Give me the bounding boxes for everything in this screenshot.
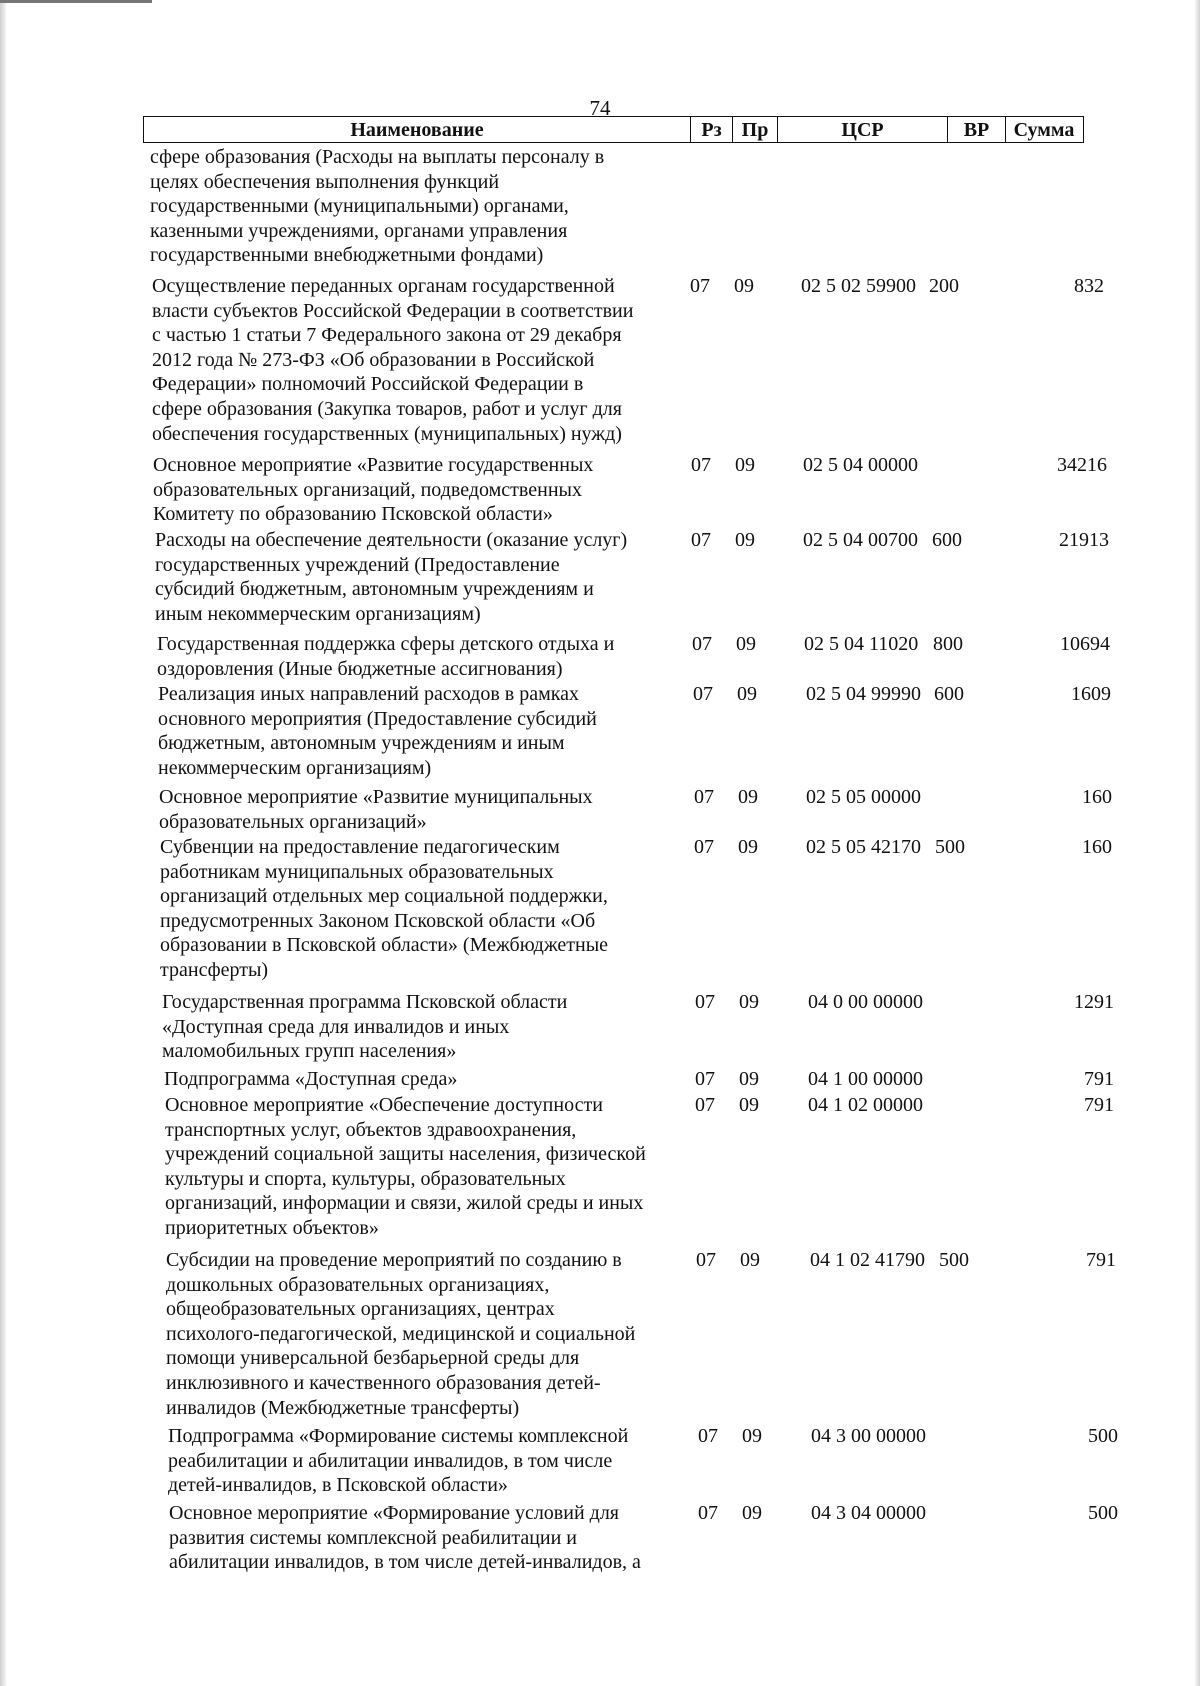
row-vr: 200 [929, 275, 959, 297]
row-name: Основное мероприятие «Обеспечение доступности транспортных услуг, объектов здравоохранения, учреждений социальной защиты населения, физической культуры и спорта, культуры, образовательных организаций, информации и связи, жилой среды и иных приоритетных объектов» [165, 1094, 646, 1239]
row-rz: 07 [695, 1094, 715, 1116]
row-vr: 500 [935, 836, 965, 858]
row-name: Расходы на обеспечение деятельности (оказание услуг) государственных учреждений (Предоставление субсидий бюджетным, автономным учреждениям и иным некоммерческим организациям) [155, 529, 628, 625]
row-csr: 02 5 05 00000 [806, 786, 921, 808]
row-pr: 09 [735, 529, 755, 551]
row-name: Основное мероприятие «Развитие муниципальных образовательных организаций» [159, 786, 593, 833]
row-pr: 09 [742, 1425, 762, 1447]
row-vr: 500 [939, 1249, 969, 1271]
row-name: Подпрограмма «Формирование системы комплексной реабилитации и абилитации инвалидов, в том числе детей-инвалидов, в Псковской области» [168, 1425, 629, 1497]
scan-mark-top [0, 0, 152, 3]
row-name: Реализация иных направлений расходов в рамках основного мероприятия (Предоставление субсидий бюджетным, автономным учреждениям и иным некоммерческим организациям) [158, 683, 597, 779]
row-pr: 09 [737, 683, 757, 705]
row-sum: 791 [1086, 1249, 1116, 1271]
row-name: Государственная программа Псковской области «Доступная среда для инвалидов и иных маломобильных групп населения» [162, 991, 568, 1063]
row-pr: 09 [734, 275, 754, 297]
row-pr: 09 [742, 1502, 762, 1524]
page-number: 74 [589, 96, 611, 120]
scan-edge-left [0, 0, 6, 1686]
row-rz: 07 [694, 836, 714, 858]
row-sum: 832 [1074, 275, 1104, 297]
row-sum: 1291 [1074, 991, 1114, 1013]
row-rz: 07 [693, 683, 713, 705]
row-sum: 34216 [1057, 454, 1107, 476]
row-sum: 160 [1082, 786, 1112, 808]
row-rz: 07 [695, 991, 715, 1013]
header-sum: Сумма [1013, 119, 1075, 141]
row-name: Подпрограмма «Доступная среда» [164, 1068, 458, 1090]
row-rz: 07 [690, 275, 710, 297]
row-sum: 791 [1084, 1068, 1114, 1090]
table-header [143, 116, 1084, 143]
row-csr: 04 0 00 00000 [808, 991, 923, 1013]
row-csr: 04 1 02 41790 [810, 1249, 925, 1271]
row-rz: 07 [694, 786, 714, 808]
row-csr: 02 5 04 99990 [806, 683, 921, 705]
row-sum: 160 [1082, 836, 1112, 858]
row-name: Государственная поддержка сферы детского отдыха и оздоровления (Иные бюджетные ассигнования) [157, 633, 615, 680]
row-name: Основное мероприятие «Формирование условий для развития системы комплексной реабилитации и абилитации инвалидов, в том числе детей-инвалидов, а [169, 1502, 641, 1574]
row-name: Субвенции на предоставление педагогическим работникам муниципальных образовательных организаций отдельных мер социальной поддержки, предусмотренных Законом Псковской области «Об образовании в Псковской области» (Межбюджетные трансферты) [160, 836, 609, 981]
row-rz: 07 [691, 529, 711, 551]
row-sum: 500 [1088, 1502, 1118, 1524]
row-name: Осуществление переданных органам государственной власти субъектов Российской Федерации в соответствии с частью 1 статьи 7 Федерального закона от 29 декабря 2012 года № 273-ФЗ «Об образовании в Российской Федерации» полномочий Российской Федерации в сфере образования (Закупка товаров, работ и услуг для обеспечения государственных (муниципальных) нужд) [152, 275, 634, 445]
row-name: Основное мероприятие «Развитие государственных образовательных организаций, подведомственных Комитету по образованию Псковской области» [153, 454, 594, 526]
row-sum: 1609 [1071, 683, 1111, 705]
header-pr: Пр [733, 117, 778, 142]
row-sum: 21913 [1059, 529, 1109, 551]
row-rz: 07 [692, 633, 712, 655]
scan-edge-right [1195, 0, 1200, 1686]
header-rz: Рз [691, 117, 733, 142]
row-csr: 02 5 02 59900 [801, 275, 916, 297]
row-name: сфере образования (Расходы на выплаты персоналу в целях обеспечения выполнения функций государственными (муниципальными) органами, казенными учреждениями, органами управления государственными внебюджетными фондами) [150, 146, 605, 267]
row-sum: 500 [1088, 1425, 1118, 1447]
row-vr: 600 [932, 529, 962, 551]
row-csr: 02 5 05 42170 [806, 836, 921, 858]
row-name: Субсидии на проведение мероприятий по созданию в дошкольных образовательных организациях, общеобразовательных организациях, центрах психолого-педагогической, медицинской и социальной помощи универсальной безбарьерной среды для инклюзивного и качественного образования детей- инвалидов (Межбюджетные трансферты) [166, 1249, 636, 1419]
row-pr: 09 [738, 836, 758, 858]
header-name: Наименование [144, 117, 691, 142]
row-pr: 09 [736, 633, 756, 655]
row-pr: 09 [739, 1068, 759, 1090]
row-pr: 09 [739, 991, 759, 1013]
row-pr: 09 [740, 1249, 760, 1271]
row-csr: 02 5 04 00700 [803, 529, 918, 551]
row-sum: 10694 [1060, 633, 1110, 655]
row-csr: 04 3 00 00000 [811, 1425, 926, 1447]
row-rz: 07 [691, 454, 711, 476]
row-sum: 791 [1084, 1094, 1114, 1116]
header-vr: ВР [948, 117, 1006, 142]
row-vr: 800 [933, 633, 963, 655]
row-rz: 07 [698, 1425, 718, 1447]
row-csr: 04 1 02 00000 [808, 1094, 923, 1116]
row-rz: 07 [696, 1249, 716, 1271]
row-rz: 07 [698, 1502, 718, 1524]
row-csr: 02 5 04 00000 [803, 454, 918, 476]
row-rz: 07 [695, 1068, 715, 1090]
header-csr: ЦСР [778, 117, 948, 142]
row-csr: 04 1 00 00000 [808, 1068, 923, 1090]
row-vr: 600 [934, 683, 964, 705]
row-pr: 09 [739, 1094, 759, 1116]
row-pr: 09 [735, 454, 755, 476]
row-pr: 09 [738, 786, 758, 808]
row-csr: 04 3 04 00000 [811, 1502, 926, 1524]
row-csr: 02 5 04 11020 [804, 633, 919, 655]
